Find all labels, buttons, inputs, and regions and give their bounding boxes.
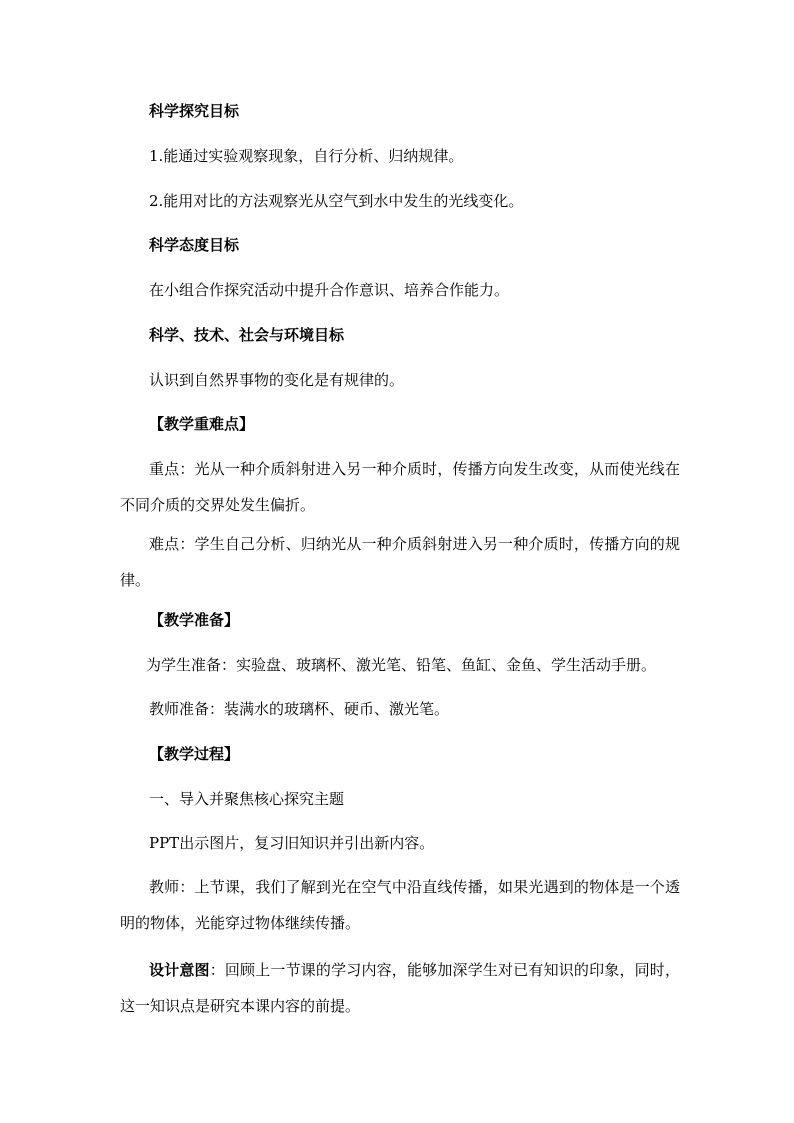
sts-goal-text: 认识到自然界事物的变化是有规律的。 bbox=[149, 371, 405, 389]
inquiry-goal-item-2: 2.能用对比的方法观察光从空气到水中发生的光线变化。 bbox=[149, 192, 524, 210]
key-difficult-points-heading: 【教学重难点】 bbox=[149, 415, 255, 433]
inquiry-goal-heading: 科学探究目标 bbox=[149, 102, 240, 120]
sts-goal-heading: 科学、技术、社会与环境目标 bbox=[149, 326, 345, 344]
difficulty-paragraph: 难点：学生自己分析、归纳光从一种介质斜射进入另一种介质时，传播方向的规律。 bbox=[120, 535, 680, 589]
teacher-speech-paragraph: 教师：上节课，我们了解到光在空气中沿直线传播，如果光遇到的物体是一个透明的物体，光能穿过物体继续传播。 bbox=[120, 878, 680, 932]
design-intent-label: 设计意图 bbox=[149, 961, 210, 979]
process-step-1-heading: 一、导入并聚焦核心探究主题 bbox=[149, 790, 345, 808]
preparation-heading: 【教学准备】 bbox=[149, 611, 240, 629]
teaching-process-heading: 【教学过程】 bbox=[149, 745, 240, 763]
key-point-paragraph: 重点：光从一种介质斜射进入另一种介质时，传播方向发生改变，从而使光线在不同介质的交界处发生偏折。 bbox=[120, 460, 680, 514]
teacher-preparation-text: 教师准备：装满水的玻璃杯、硬币、激光笔。 bbox=[149, 700, 450, 718]
attitude-goal-text: 在小组合作探究活动中提升合作意识、培养合作能力。 bbox=[149, 281, 510, 299]
student-preparation-text: 为学生准备：实验盘、玻璃杯、激光笔、铅笔、鱼缸、金鱼、学生活动手册。 bbox=[146, 656, 657, 674]
design-intent-text: ：回顾上一节课的学习内容，能够加深学生对已有知识的印象，同时，这一知识点是研究本课内容的前提。 bbox=[120, 961, 680, 1015]
attitude-goal-heading: 科学态度目标 bbox=[149, 236, 240, 254]
inquiry-goal-item-1: 1.能通过实验观察现象，自行分析、归纳规律。 bbox=[149, 147, 464, 165]
ppt-instruction-text: PPT出示图片，复习旧知识并引出新内容。 bbox=[149, 834, 435, 852]
design-intent-paragraph bbox=[120, 952, 680, 1024]
